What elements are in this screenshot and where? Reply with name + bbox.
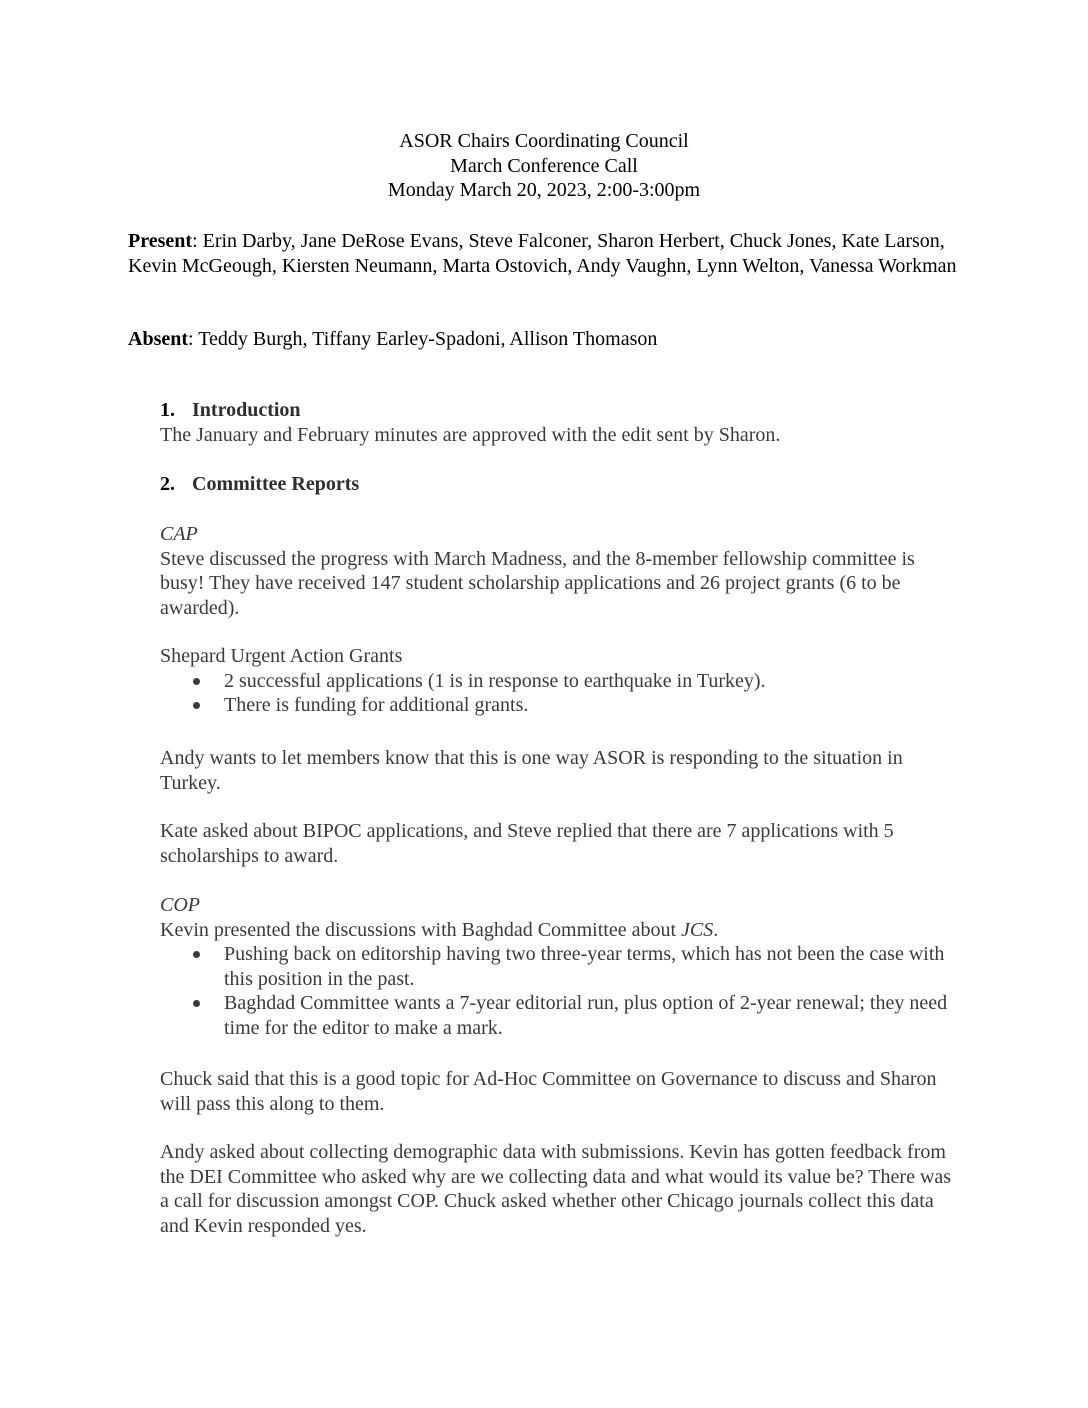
section-number: 2.	[160, 473, 175, 495]
document-header	[0, 129, 1088, 203]
cap-heading: CAP	[160, 523, 198, 545]
section-title: Introduction	[192, 399, 301, 421]
shepard-grants	[160, 644, 960, 718]
cap-report	[160, 522, 960, 620]
bullet-icon	[193, 702, 200, 709]
cop-bullet-list	[160, 942, 960, 1040]
present-names: : Erin Darby, Jane DeRose Evans, Steve Falconer, Sharon Herbert, Chuck Jones, Kate Larson, Kevin McGeough, Kiersten Neumann, Marta Ostovich, Andy Vaughn, Lynn Welton, Vanessa Workman	[128, 230, 957, 277]
absent-label: Absent	[128, 328, 189, 350]
list-item: 2 successful applications (1 is in response to earthquake in Turkey).	[160, 669, 960, 694]
section-introduction	[160, 398, 960, 447]
list-item: There is funding for additional grants.	[160, 693, 960, 718]
council-title: ASOR Chairs Coordinating Council	[399, 130, 689, 152]
cop-governance-paragraph: Chuck said that this is a good topic for Ad-Hoc Committee on Governance to discuss and Sharon will pass this along to them.	[160, 1068, 937, 1115]
cop-intro: Kevin presented the discussions with Baghdad Committee about JCS.	[160, 918, 719, 941]
shepard-bullet-list	[160, 669, 960, 718]
section-number: 1.	[160, 399, 175, 421]
cap-turkey-paragraph: Andy wants to let members know that this is one way ASOR is responding to the situation in Turkey.	[160, 747, 903, 794]
list-item: Pushing back on editorship having two three-year terms, which has not been the case with this position in the past.	[160, 942, 960, 991]
bullet-icon	[193, 1000, 200, 1007]
cop-report	[160, 893, 960, 1040]
call-title: March Conference Call	[450, 154, 638, 177]
journal-name: JCS	[681, 918, 714, 941]
absent-names: : Teddy Burgh, Tiffany Earley-Spadoni, Allison Thomason	[188, 328, 658, 350]
cap-bipoc-paragraph: Kate asked about BIPOC applications, and Steve replied that there are 7 applications with 5 scholarships to award.	[160, 820, 894, 867]
section-heading	[160, 472, 960, 497]
cap-paragraph: Steve discussed the progress with March Madness, and the 8-member fellowship committee is busy! They have received 147 student scholarship applications and 26 project grants (6 to be awarded).	[160, 547, 915, 619]
list-item: Baghdad Committee wants a 7-year editorial run, plus option of 2-year renewal; they need time for the editor to make a mark.	[160, 991, 960, 1040]
shepard-heading: Shepard Urgent Action Grants	[160, 645, 403, 667]
present-label: Present	[128, 230, 193, 252]
call-date: Monday March 20, 2023, 2:00-3:00pm	[387, 179, 701, 201]
absent-list	[128, 327, 958, 352]
present-list	[128, 229, 958, 278]
bullet-icon	[193, 678, 200, 685]
intro-text: The January and February minutes are approved with the edit sent by Sharon.	[160, 423, 781, 446]
bullet-icon	[193, 951, 200, 958]
cop-heading: COP	[160, 894, 200, 916]
section-committee-reports	[160, 472, 960, 497]
cop-demographics-paragraph: Andy asked about collecting demographic data with submissions. Kevin has gotten feedback from the DEI Committee who asked why are we collecting data and what would its value be? There was a call for discussion amongst COP. Chuck asked whether other Chicago journals collect this data and Kevin responded yes.	[160, 1141, 952, 1237]
section-title: Committee Reports	[192, 473, 360, 495]
section-heading	[160, 398, 960, 423]
